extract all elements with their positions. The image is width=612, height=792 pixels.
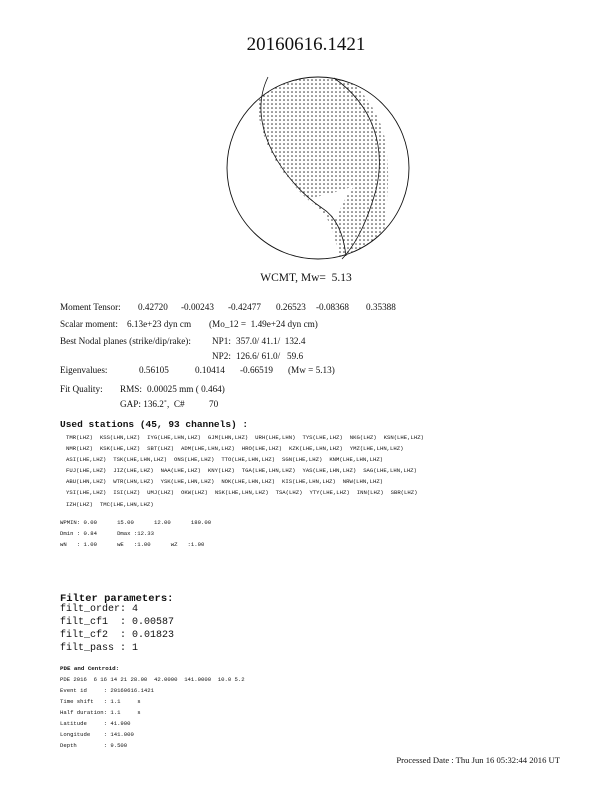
station-entry: ASI(LHE,LHZ): [66, 456, 107, 464]
gap-value: GAP: 136.2˚, C#: [120, 399, 185, 409]
station-entry: IYG(LHE,LHN,LHZ): [147, 434, 201, 441]
moment-magnitude-caption: WCMT, Mw= 5.13: [260, 272, 352, 284]
stations-title: Used stations (45, 93 channels) :: [60, 419, 249, 430]
pde-title: PDE and Centroid:: [60, 665, 120, 672]
half-duration: Half duration: 1.1 s: [60, 709, 141, 716]
depth: Depth : 9.500: [60, 742, 128, 749]
station-entry: NSK(LHE,LHN,LHZ): [214, 489, 269, 497]
mt-value: -0.08368: [316, 302, 349, 312]
station-entry: IZH(LHZ): [66, 500, 93, 508]
eigenvalue: 0.56105: [139, 365, 169, 375]
station-entry: SBR(LHZ): [390, 489, 418, 497]
station-entry: KNY(LHZ): [207, 467, 235, 475]
station-entry: TGA(LHE,LHN,LHZ): [241, 467, 296, 475]
station-entry: URH(LHE,LHN): [255, 434, 296, 441]
stations-line: [66, 454, 586, 465]
eigenvalue: -0.66519: [240, 365, 273, 375]
np2-label: NP2:: [212, 351, 231, 361]
station-entry: TYS(LHE,LHZ): [302, 434, 343, 441]
stations-list: [66, 432, 586, 510]
eigenvalues-label: Eigenvalues:: [60, 365, 108, 375]
stations-line: [66, 443, 586, 454]
station-count: 70: [209, 399, 219, 409]
station-entry: NOK(LHE,LHN,LHZ): [221, 478, 276, 486]
station-entry: KIS(LHE,LHN,LHZ): [282, 478, 336, 486]
station-entry: SBT(LHZ): [147, 445, 175, 453]
station-entry: ISI(LHZ): [113, 489, 141, 497]
eigenvalue-mw: (Mw = 5.13): [288, 365, 335, 375]
stations-line: [66, 465, 586, 476]
station-entry: JIZ(LHE,LHZ): [113, 467, 154, 475]
station-entry: ONS(LHE,LHZ): [174, 456, 215, 464]
station-entry: KSN(LHE,LHZ): [383, 434, 424, 441]
mt-value: -0.42477: [228, 302, 261, 312]
station-entry: WTR(LHN,LHZ): [113, 478, 154, 486]
station-entry: KNM(LHE,LHN,LHZ): [329, 456, 384, 464]
pde-line: PDE 2016 6 16 14 21 28.00 42.0000 141.0000 10.0 5.2: [60, 676, 245, 683]
filter-cf1: filt_cf1 : 0.00587: [60, 617, 175, 628]
event-id: Event id : 20160616.1421: [60, 687, 154, 694]
station-entry: YSI(LHE,LHZ): [66, 489, 107, 497]
filter-title: Filter parameters:: [60, 593, 174, 605]
station-entry: NKG(LHZ): [349, 434, 377, 441]
station-entry: SAG(LHE,LHN,LHZ): [363, 467, 417, 475]
station-entry: TMC(LHE,LHN,LHZ): [99, 500, 154, 508]
stations-line: [66, 499, 586, 510]
scalar-moment-value: 6.13e+23 dyn cm: [127, 319, 192, 329]
station-entry: TSK(LHE,LHN,LHZ): [113, 456, 168, 464]
wpmin-row: WPMIN: 0.00 15.00 12.00 180.00: [60, 519, 212, 526]
event-title: 20160616.1421: [246, 34, 366, 55]
station-entry: NAA(LHE,LHZ): [160, 467, 201, 475]
longitude: Longitude : 141.000: [60, 731, 134, 738]
station-entry: ABU(LHN,LHZ): [66, 478, 107, 486]
np1-label: NP1:: [212, 336, 231, 346]
latitude: Latitude : 41.900: [60, 720, 131, 727]
weights-row: wN : 1.00 wE :1.00 wZ :1.00: [60, 541, 205, 548]
mt-value: -0.00243: [181, 302, 214, 312]
station-entry: NRW(LHN,LHZ): [342, 478, 384, 486]
station-entry: OKW(LHZ): [181, 489, 208, 497]
scalar-moment-label: Scalar moment:: [60, 319, 118, 329]
processed-date: Processed Date : Thu Jun 16 05:32:44 2016 UT: [396, 755, 560, 765]
station-entry: NMR(LHZ): [66, 445, 93, 453]
station-entry: KZK(LHE,LHN,LHZ): [289, 445, 343, 453]
eigenvalue: 0.10414: [195, 365, 225, 375]
filter-cf2: filt_cf2 : 0.01823: [60, 630, 175, 641]
np2-value: 126.6/ 61.0/ 59.6: [236, 351, 304, 361]
station-entry: GJM(LHN,LHZ): [207, 434, 249, 441]
filter-order: filt_order: 4: [60, 604, 139, 615]
station-entry: INN(LHZ): [356, 489, 384, 497]
station-entry: FUJ(LHE,LHZ): [66, 467, 107, 475]
rms-label: RMS:: [120, 384, 142, 394]
nodal-planes-label: Best Nodal planes (strike/dip/rake):: [60, 336, 191, 346]
station-entry: YAS(LHE,LHN,LHZ): [302, 467, 357, 475]
stations-line: [66, 432, 586, 443]
station-entry: UMJ(LHZ): [147, 489, 175, 497]
moment-tensor-label: Moment Tensor:: [60, 302, 121, 312]
station-entry: KSK(LHE,LHZ): [99, 445, 141, 453]
focal-mechanism-diagram: [226, 66, 410, 270]
stations-line: [66, 476, 586, 487]
rms-value: 0.00025 mm ( 0.464): [147, 384, 225, 394]
station-entry: TSA(LHZ): [275, 489, 303, 497]
mo12-value: (Mo_12 = 1.49e+24 dyn cm): [209, 319, 318, 329]
station-entry: TMR(LHZ): [66, 434, 93, 441]
station-entry: SGN(LHE,LHZ): [282, 456, 323, 464]
time-shift: Time shift : 1.1 s: [60, 698, 141, 705]
station-entry: YTY(LHE,LHZ): [309, 489, 350, 497]
station-entry: HRO(LHE,LHZ): [241, 445, 283, 453]
station-entry: ADM(LHE,LHN,LHZ): [181, 445, 235, 453]
station-entry: TTO(LHE,LHN,LHZ): [221, 456, 276, 464]
mt-value: 0.42720: [138, 302, 168, 312]
station-entry: YSK(LHE,LHN,LHZ): [160, 478, 215, 486]
mt-value: 0.35388: [366, 302, 396, 312]
dmin-row: Dmin : 0.84 Dmax :12.33: [60, 530, 154, 537]
np1-value: 357.0/ 41.1/ 132.4: [236, 336, 306, 346]
stations-line: [66, 487, 586, 498]
station-entry: KSS(LHN,LHZ): [99, 434, 141, 441]
station-entry: YMZ(LHE,LHN,LHZ): [349, 445, 404, 453]
fit-quality-label: Fit Quality:: [60, 384, 103, 394]
mt-value: 0.26523: [276, 302, 306, 312]
filter-pass: filt_pass : 1: [60, 643, 139, 654]
